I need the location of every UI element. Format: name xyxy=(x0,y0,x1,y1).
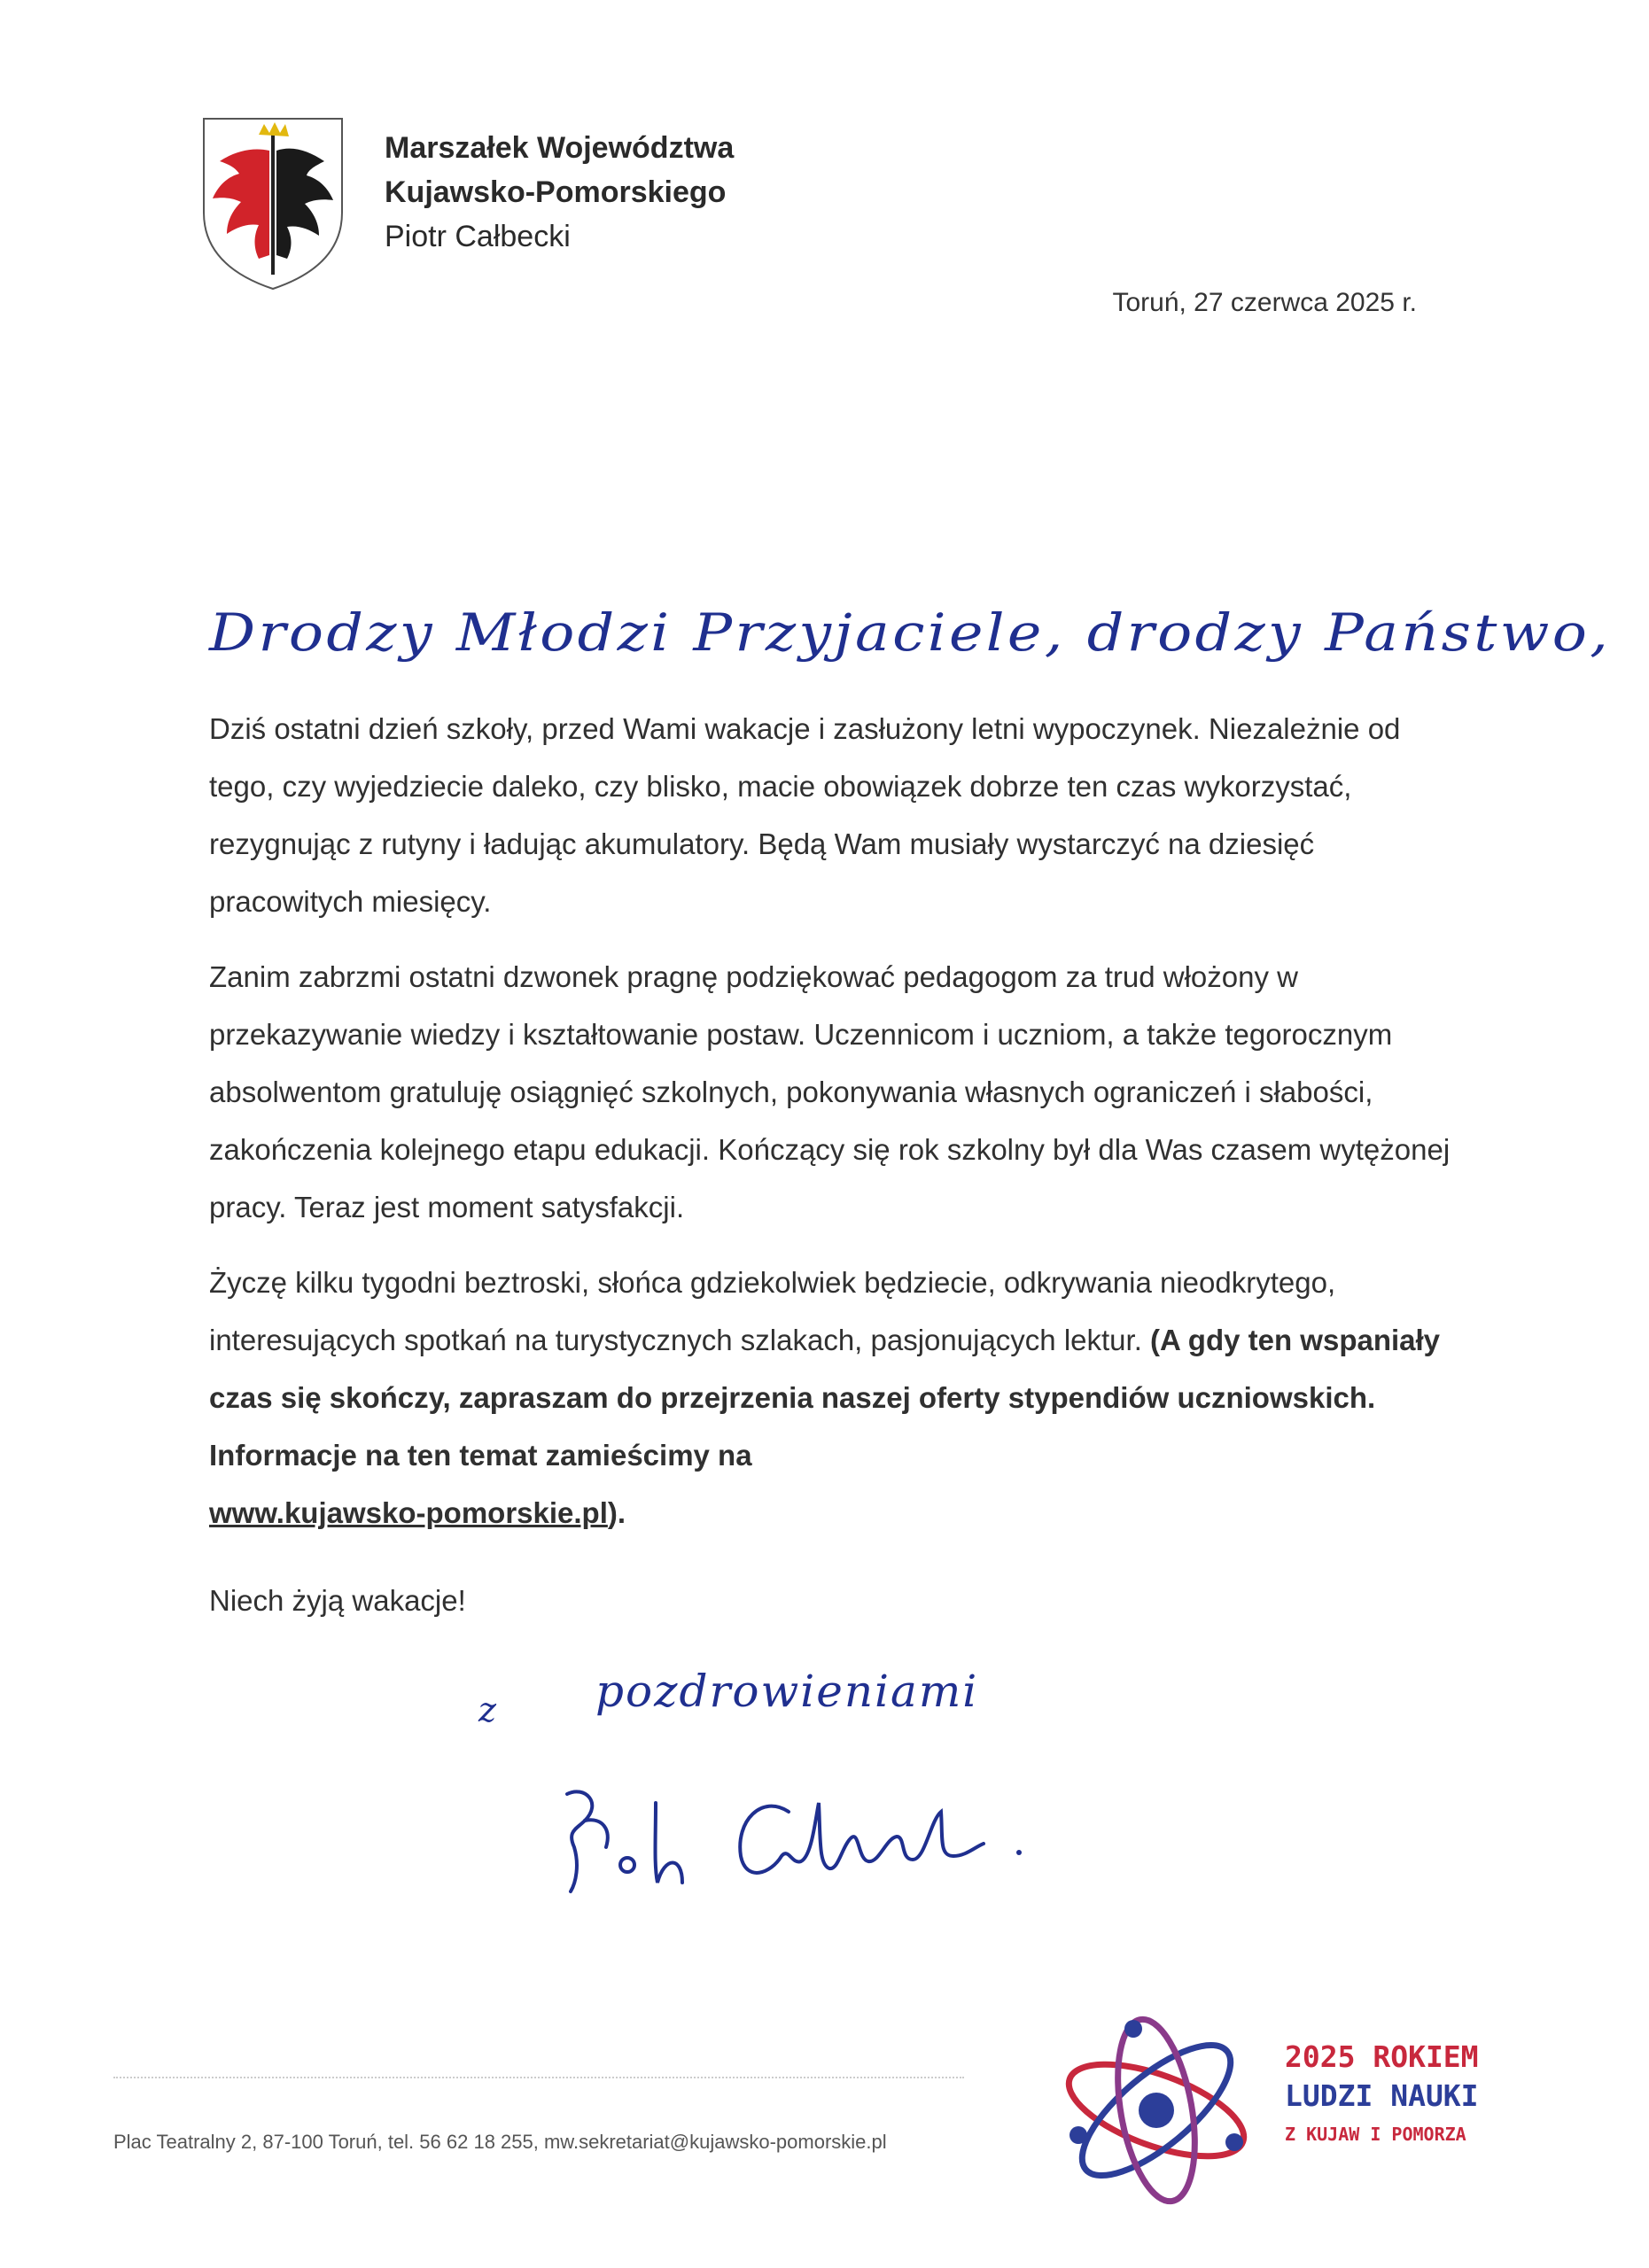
paragraph-3 xyxy=(209,1254,1467,1542)
science-year-logo xyxy=(1285,2038,1479,2149)
logo-line-1: 2025 ROKIEM xyxy=(1285,2039,1479,2074)
handwritten-greeting: Drodzy Młodzi Przyjaciele, drodzy Państwo, xyxy=(209,602,1612,663)
atom-logo-icon xyxy=(1059,2002,1254,2215)
paragraph-3-text: Życzę kilku tygodni beztroski, słońca gdziekolwiek będziecie, odkrywania nieodkrytego, interesujących spotkań na turystycznych szlakach, pasjonujących lektur. xyxy=(209,1266,1336,1356)
logo-line-2: LUDZI NAUKI xyxy=(1285,2078,1479,2113)
closing-line: Niech żyją wakacje! xyxy=(209,1584,466,1617)
coat-of-arms-icon xyxy=(200,115,346,292)
paragraph-3-bold: (A gdy ten wspaniały czas się skończy, zapraszam do przejrzenia naszej oferty stypendiów uczniowskich. Informacje na ten temat zamieścimy na xyxy=(209,1324,1441,1472)
website-link[interactable]: www.kujawsko-pomorskie.pl xyxy=(209,1496,608,1529)
footer-divider xyxy=(113,2077,964,2078)
letterhead xyxy=(385,126,734,259)
handwritten-regards-prefix: z xyxy=(478,1690,497,1729)
letterhead-name: Piotr Całbecki xyxy=(385,220,571,253)
letter-date: Toruń, 27 czerwca 2025 r. xyxy=(1112,288,1417,317)
paragraph-2: Zanim zabrzmi ostatni dzwonek pragnę podziękować pedagogom za trud włożony w przekazywanie wiedzy i kształtowanie postaw. Uczennicom i uczniom, a także tegorocznym absolwentom gratuluję osiągnięć szkolnych, pokonywania własnych ograniczeń i słabości, zakończenia kolejnego etapu edukacji. Kończący się rok szkolny był dla Was czasem wytężonej pracy. Teraz jest moment satysfakcji. xyxy=(209,960,1451,1223)
footer-address: Plac Teatralny 2, 87-100 Toruń, tel. 56 62 18 255, mw.sekretariat@kujawsko-pomorskie.pl xyxy=(113,2131,887,2153)
letter-body xyxy=(209,700,1467,1559)
paragraph-3-end: ). xyxy=(607,1496,626,1529)
letterhead-title: Marszałek Województwa xyxy=(385,131,735,165)
logo-line-3: Z KUJAW I POMORZA xyxy=(1285,2124,1466,2145)
paragraph-1: Dziś ostatni dzień szkoły, przed Wami wakacje i zasłużony letni wypoczynek. Niezależnie od tego, czy wyjedziecie daleko, czy blisko, macie obowiązek dobrze ten czas wykorzystać, rezygnując z rutyny i ładując akumulatory. Będą Wam musiały wystarczyć na dziesięć pracowitych miesięcy. xyxy=(209,712,1401,918)
letterhead-region: Kujawsko-Pomorskiego xyxy=(385,175,727,209)
handwritten-signature xyxy=(549,1767,1046,1900)
handwritten-regards: pozdrowieniami xyxy=(595,1666,979,1717)
